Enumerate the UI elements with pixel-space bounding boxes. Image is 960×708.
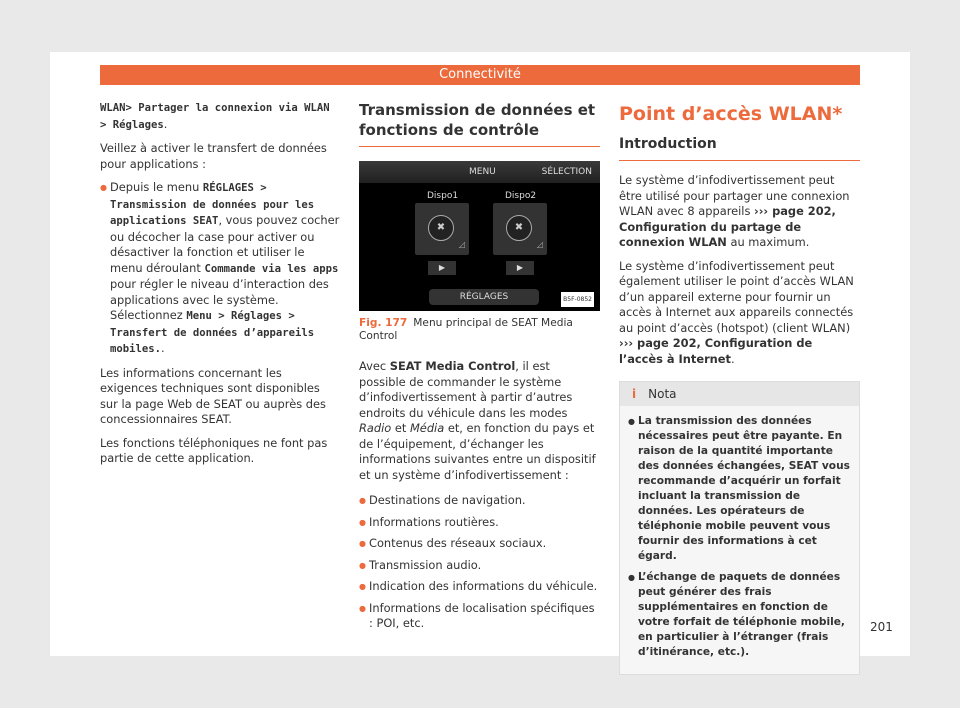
chapter-header: Connectivité [100, 65, 860, 85]
page-reference-link[interactable]: ››› page 202, Configuration de l’accès à Internet [619, 336, 813, 366]
note-box [619, 381, 860, 675]
column-middle [359, 100, 600, 638]
list-item: ● Depuis le menu RÉGLAGES > Transmission de données pour les applications SEAT, vous pouvez cocher ou décocher la case pour activer ou désactiver la fonction et utiliser le menu déroulant Commande via les apps pour régler le niveau d’interaction des applications avec le système. Sélectionnez Menu > Réglages > Transfert de données d’appareils mobiles.. [100, 180, 340, 358]
paragraph-requirements: Les informations concernant les exigences techniques sont disponibles sur la page Web de SEAT ou auprès des concessionnaires SEAT. [100, 365, 326, 426]
note-body [620, 406, 859, 674]
paragraph-wlan-path: WLAN> Partager la connexion via WLAN > Réglages. [100, 102, 330, 131]
menu-path: Menu > Réglages > Transfert de données d’appareils mobiles. [110, 310, 315, 355]
page-number: 201 [870, 620, 893, 634]
section-title: Point d’accès WLAN* [619, 103, 843, 125]
info-list [359, 493, 600, 632]
column-right [619, 100, 860, 675]
list-item: ● La transmission des données nécessaires peut être payante. En raison de la quantité importante des données échangées, SEAT vous recommande d’acquérir un forfait incluant la transmission de données. Les opérateurs de téléphonie mobile peuvent vous fournir des informations à cet égard. [628, 414, 851, 564]
column-left [100, 100, 340, 475]
paragraph-media-control: Avec SEAT Media Control, il est possible de commander le système d’infodivertissement à partir d’autres endroits du véhicule dans les modes Radio et Média et, en fonction du pays et de l’équipement, d’échanger les informations suivantes entre un dispositif et un système d’infodivertissement : [359, 359, 596, 482]
selection-label: SÉLECTION [541, 167, 592, 177]
list-item: ● L’échange de paquets de données peut générer des frais supplémentaires en fonction de votre forfait de téléphonie mobile, en particulier à l’étranger (frais d’itinérance, etc.). [628, 570, 851, 660]
page-reference-link[interactable]: ››› page 202, Configuration du partage de connexion WLAN [619, 204, 836, 249]
play-icon: ▶ [506, 261, 534, 275]
paragraph-hotspot: Le système d’infodivertissement peut être utilisé pour partager une connexion WLAN avec 8 appareils ››› page 202, Configuration du partage de connexion WLAN au maximum. [619, 173, 850, 249]
figure-code: B5F-0852 [561, 292, 594, 308]
paragraph-client: Le système d’infodivertissement peut également utiliser le point d’accès WLAN d’un appareil externe pour fournir un accès à Internet aux appareils connectés au point d’accès (hotspot) (client WLAN) ››› page 202, Configuration de l’accès à Internet. [619, 258, 854, 366]
list-item: ● Indication des informations du véhicule. [359, 579, 600, 595]
paragraph-phone: Les fonctions téléphoniques ne font pas partie de cette application. [100, 435, 328, 465]
play-icon: ▶ [428, 261, 456, 275]
list-item: ● Informations de localisation spécifiques : POI, etc. [359, 601, 600, 632]
section-heading: Transmission de données et fonctions de contrôle [359, 100, 600, 147]
menu-path: RÉGLAGES > Transmission de données pour les applications SEAT [110, 182, 315, 227]
list-item: ● Destinations de navigation. [359, 493, 600, 509]
menu-path: WLAN> Partager la connexion via WLAN > Réglages [100, 102, 330, 131]
info-icon: i [632, 387, 637, 401]
resize-icon: ◿ [536, 239, 543, 249]
list-item: ● Transmission audio. [359, 558, 600, 574]
list-item: ● Contenus des réseaux sociaux. [359, 536, 600, 552]
figure-caption: Fig. 177 Menu principal de SEAT Media Control [359, 317, 573, 342]
collapse-icon: ✖ [506, 215, 532, 241]
list-item: ● Informations routières. [359, 515, 600, 531]
note-header: i Nota [620, 382, 859, 406]
paragraph-activate: Veillez à activer le transfert de données pour applications : [100, 141, 327, 171]
device2-label: Dispo2 [505, 191, 537, 201]
resize-icon: ◿ [458, 239, 465, 249]
device2-card [493, 203, 547, 255]
figure-media-control [359, 161, 600, 311]
section-subtitle: Introduction [619, 134, 860, 161]
menu-path: Commande via les apps [204, 262, 339, 275]
collapse-icon: ✖ [428, 215, 454, 241]
device1-label: Dispo1 [427, 191, 459, 201]
menu-label: MENU [469, 167, 496, 177]
settings-label: RÉGLAGES [429, 289, 539, 305]
device1-card [415, 203, 469, 255]
